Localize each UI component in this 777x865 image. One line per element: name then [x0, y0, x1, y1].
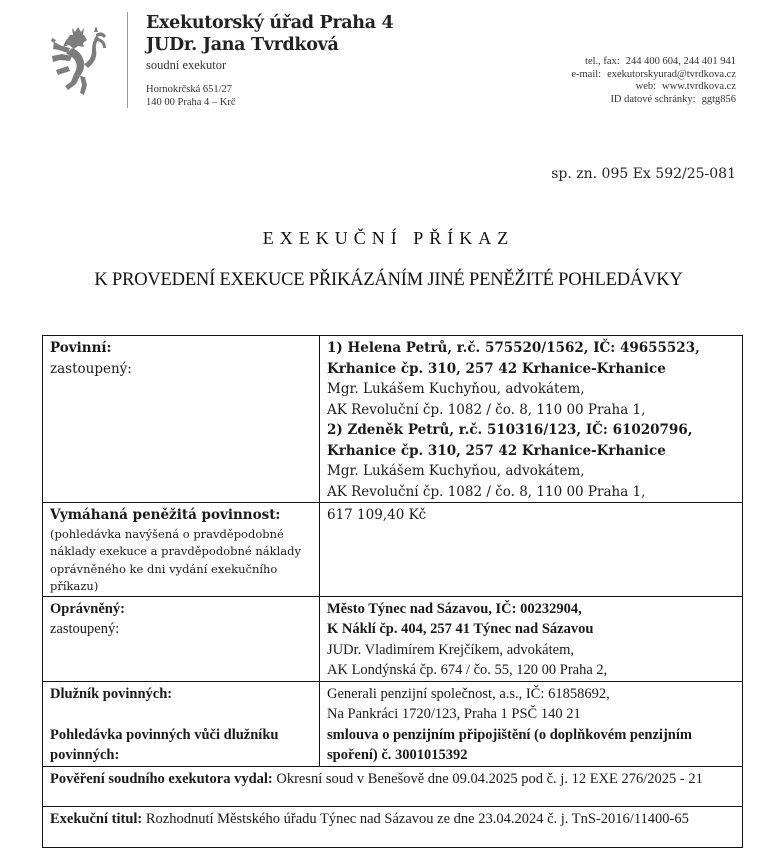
party-1-line-2: Krhanice čp. 310, 257 42 Krhanice-Krhanice	[327, 360, 666, 377]
claim-label: Pohledávka povinných vůči dlužníku povinných:	[50, 726, 279, 763]
contact-phone	[571, 56, 736, 69]
contact-label: tel., fax:	[585, 56, 620, 67]
spacer	[50, 704, 313, 725]
titul-value: Rozhodnutí Městského úřadu Týnec nad Sázavou ze dne 23.04.2024 č. j. TnS-2016/11400-65	[145, 810, 689, 827]
contact-databox	[571, 94, 736, 107]
povereni-cell	[43, 766, 743, 806]
vymahana-note: (pohledávka navýšená o pravděpodobné náklady exekuce a pravděpodobné náklady oprávněného ke dni vydání exekučního příkazu)	[50, 526, 301, 593]
document-title: EXEKUČNÍ PŘÍKAZ	[262, 228, 515, 248]
order-details-table	[42, 335, 743, 848]
vymahana-label-cell	[43, 503, 320, 597]
executor-name: JUDr. Jana Tvrdková	[146, 35, 339, 55]
povinni-label-cell	[43, 336, 320, 503]
table-row-vymahana	[43, 503, 743, 597]
contact-email	[571, 69, 736, 82]
povinni-label: Povinní:	[50, 340, 112, 356]
dluznik-line-1: Generali penzijní společnost, a.s., IČ: 61858692,	[327, 685, 610, 702]
opravneny-value-cell	[320, 596, 743, 681]
office-name: Exekutorský úřad Praha 4	[146, 13, 394, 33]
office-address	[146, 83, 393, 109]
contact-label: ID datové schránky:	[610, 93, 696, 105]
letterhead-divider	[127, 12, 128, 108]
party-2-rep-1: Mgr. Lukášem Kuchyňou, advokátem,	[327, 463, 585, 479]
opravneny-sublabel: zastoupený:	[50, 621, 120, 637]
vymahana-value-cell	[320, 503, 743, 597]
vymahana-label: Vymáhaná peněžitá povinnost:	[50, 507, 281, 523]
table-row-povinni	[43, 336, 743, 503]
contact-value: 244 400 604, 244 401 941	[625, 56, 736, 67]
dluznik-value-cell	[320, 681, 743, 766]
address-line-1: Hornokrčská 651/27	[146, 84, 233, 95]
povinni-value-cell	[320, 336, 743, 503]
email-link[interactable]: exekutorskyurad@tvrdkova.cz	[607, 68, 736, 80]
dluznik-line-2: Na Pankráci 1720/123, Praha 1 PSČ 140 21	[327, 706, 581, 722]
party-1-rep-2: AK Revoluční čp. 1082 / čo. 8, 110 00 Praha 1,	[327, 401, 646, 418]
opravneny-line-2: K Náklí čp. 404, 257 41 Týnec nad Sázavou	[327, 621, 594, 637]
opravneny-label-cell	[43, 596, 320, 681]
vymahana-amount: 617 109,40 Kč	[327, 507, 427, 523]
party-1-line-1: 1) Helena Petrů, r.č. 575520/1562, IČ: 49655523,	[327, 340, 700, 356]
office-block	[146, 12, 393, 109]
opravneny-rep-2: AK Londýnská čp. 674 / čo. 55, 120 00 Praha 2,	[327, 662, 608, 678]
dluznik-label: Dlužník povinných:	[50, 685, 173, 702]
claim-value: smlouva o penzijním připojištění (o doplňkovém penzijním spoření) č. 3001015392	[327, 726, 692, 763]
party-2-line-2: Krhanice čp. 310, 257 42 Krhanice-Krhanice	[327, 442, 666, 459]
document-subtitle: K PROVEDENÍ EXEKUCE PŘIKÁZÁNÍM JINÉ PENĚŽITÉ POHLEDÁVKY	[94, 270, 683, 290]
contact-label: e-mail:	[571, 68, 602, 80]
contact-label: web:	[635, 81, 657, 92]
titul-cell	[43, 806, 743, 847]
titul-label: Exekuční titul:	[50, 810, 143, 827]
party-2-rep-2: AK Revoluční čp. 1082 / čo. 8, 110 00 Praha 1,	[327, 483, 646, 500]
povereni-value: Okresní soud v Benešově dne 09.04.2025 pod č. j. 12 EXE 276/2025 - 21	[276, 770, 703, 787]
executor-role: soudní exekutor	[146, 58, 227, 72]
opravneny-rep-1: JUDr. Vladimírem Krejčíkem, advokátem,	[327, 641, 574, 658]
povereni-label: Pověření soudního exekutora vydal:	[50, 770, 273, 787]
opravneny-line-1: Město Týnec nad Sázavou, IČ: 00232904,	[327, 600, 582, 617]
party-2-line-1: 2) Zdeněk Petrů, r.č. 510316/123, IČ: 61020796,	[327, 422, 693, 438]
dluznik-label-cell	[43, 681, 320, 766]
povinni-sublabel: zastoupený:	[50, 360, 132, 377]
table-row-dluznik	[43, 681, 743, 766]
contact-web	[571, 81, 736, 94]
czech-lion-icon	[50, 24, 112, 98]
table-row-povereni	[43, 766, 743, 806]
contact-block	[571, 56, 736, 106]
party-1-rep-1: Mgr. Lukášem Kuchyňou, advokátem,	[327, 381, 585, 397]
table-row-opravneny	[43, 596, 743, 681]
address-line-2: 140 00 Praha 4 – Krč	[146, 97, 236, 108]
opravneny-label: Oprávněný:	[50, 600, 125, 617]
table-row-titul	[43, 806, 743, 847]
web-link[interactable]: www.tvrdkova.cz	[662, 81, 736, 92]
reference-number: sp. zn. 095 Ex 592/25-081	[551, 166, 736, 182]
contact-value: ggtg856	[701, 93, 736, 105]
